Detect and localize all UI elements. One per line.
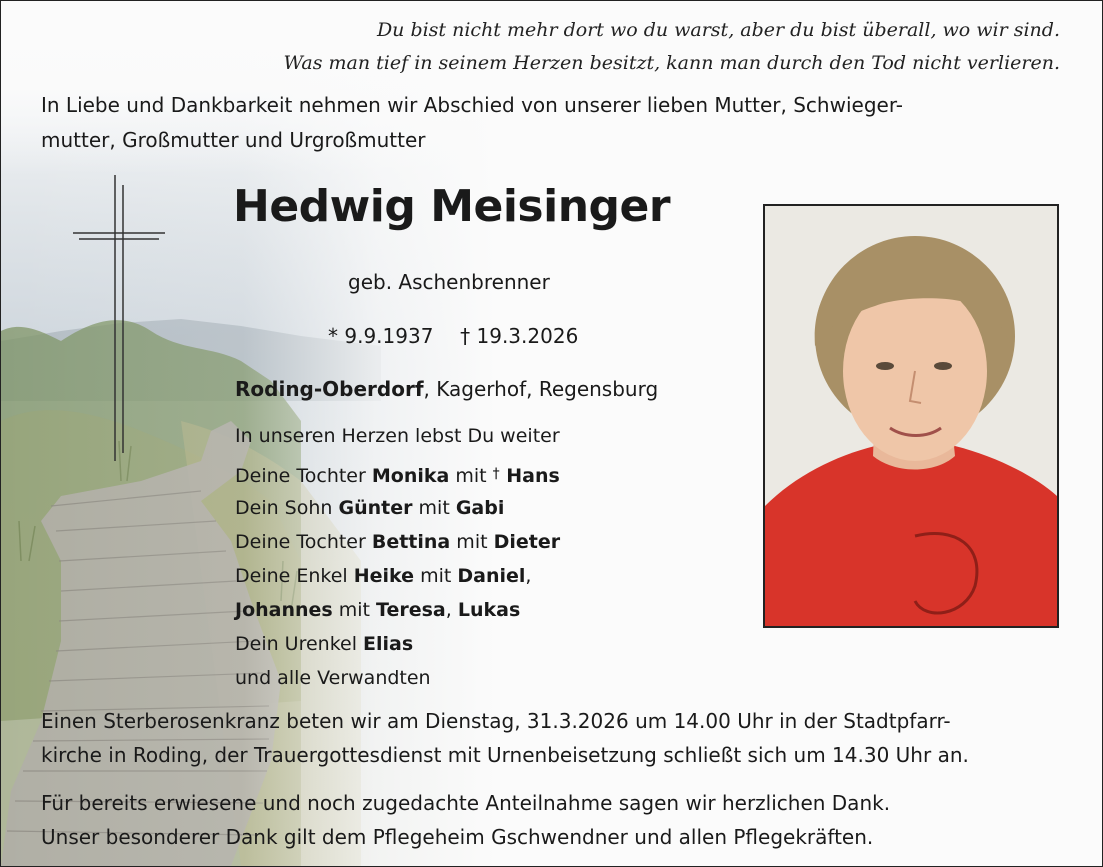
intro-line-1: In Liebe und Dankbarkeit nehmen wir Abschied von unserer lieben Mutter, Schwieger- xyxy=(41,93,903,117)
heart-line: In unseren Herzen lebst Du weiter xyxy=(235,425,560,447)
quote-line-1: Du bist nicht mehr dort wo du warst, aber du bist überall, wo wir sind. xyxy=(376,19,1060,41)
quote-line-2: Was man tief in seinem Herzen besitzt, kann man durch den Tod nicht verlieren. xyxy=(283,52,1060,74)
cross-icon xyxy=(65,171,175,461)
intro-line-2: mutter, Großmutter und Urgroßmutter xyxy=(41,128,426,152)
family-row-3: Deine Tochter Bettina mit Dieter xyxy=(235,531,561,553)
place xyxy=(235,372,658,406)
dates xyxy=(328,324,578,348)
thanks-line-2: Unser besonderer Dank gilt dem Pflegeheim Gschwendner und allen Pflegekräften. xyxy=(41,825,874,849)
born-symbol: * xyxy=(328,324,338,348)
birth-name: geb. Aschenbrenner xyxy=(348,270,550,294)
place-rest: , Kagerhof, Regensburg xyxy=(423,377,659,401)
family-row-1: Deine Tochter Monika mit † Hans xyxy=(235,465,560,487)
died-symbol: † xyxy=(460,324,471,348)
service-line-1: Einen Sterberosenkranz beten wir am Dienstag, 31.3.2026 um 14.00 Uhr in der Stadtpfarr- xyxy=(41,709,951,733)
deceased-name: Hedwig Meisinger xyxy=(233,181,671,232)
family-row-7: und alle Verwandten xyxy=(235,667,431,689)
place-main: Roding-Oberdorf xyxy=(235,377,424,401)
family-row-2: Dein Sohn Günter mit Gabi xyxy=(235,497,505,519)
portrait-photo xyxy=(763,204,1059,628)
service-line-2: kirche in Roding, der Trauergottesdienst mit Urnenbeisetzung schließt sich um 14.30 Uhr an. xyxy=(41,743,969,767)
family-row-6: Dein Urenkel Elias xyxy=(235,633,414,655)
family-row-5: Johannes mit Teresa, Lukas xyxy=(235,599,521,621)
died-date: 19.3.2026 xyxy=(476,324,579,348)
thanks-line-1: Für bereits erwiesene und noch zugedachte Anteilnahme sagen wir herzlichen Dank. xyxy=(41,791,891,815)
born-date: 9.9.1937 xyxy=(344,324,434,348)
family-row-4: Deine Enkel Heike mit Daniel, xyxy=(235,565,532,587)
